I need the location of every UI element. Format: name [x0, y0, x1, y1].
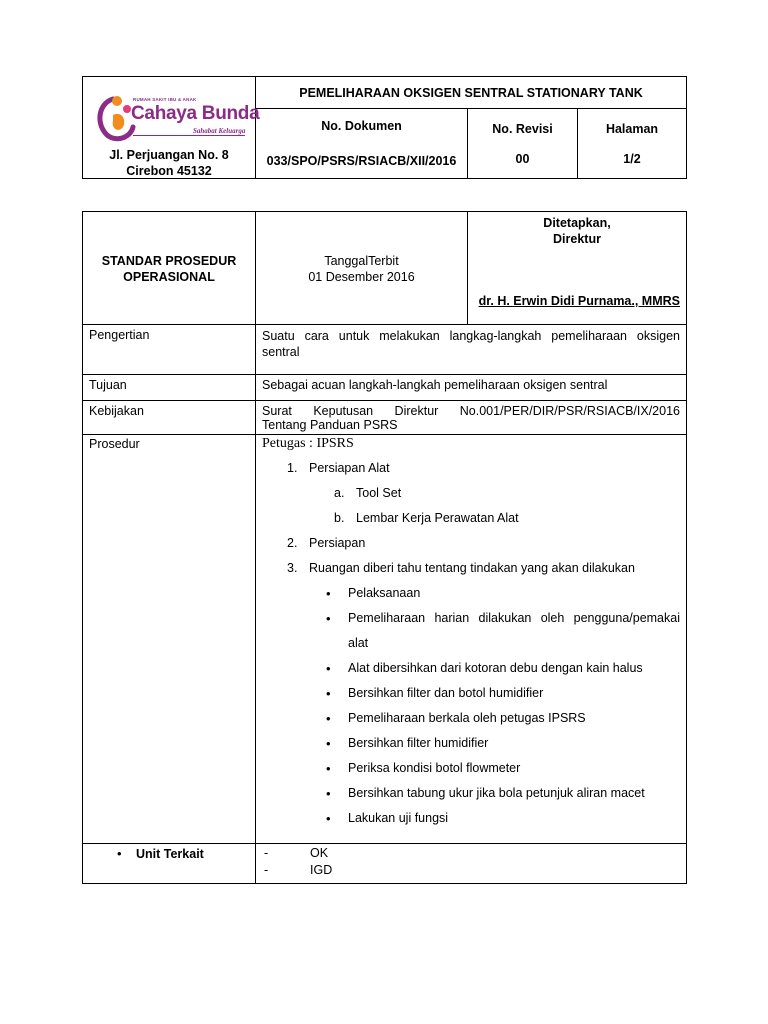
step-3 [262, 556, 680, 581]
bullet-text: Pemeliharaan berkala oleh petugas IPSRS [348, 711, 586, 725]
kebijakan-text [256, 401, 687, 435]
bullet-text-continuation: alat [348, 636, 369, 650]
kebijakan-label: Kebijakan [83, 401, 256, 435]
bullet-item [262, 706, 680, 731]
logo-small-text: RUMAH SAKIT IBU & ANAK [133, 97, 197, 102]
document-header-table [82, 76, 687, 179]
unit-dash: - [264, 863, 269, 877]
doc-number-value: 033/SPO/PSRS/RSIACB/XII/2016 [256, 144, 468, 179]
bullet-icon: • [326, 786, 331, 801]
approval-cell [468, 212, 687, 325]
bullet-item [262, 731, 680, 756]
bullet-item [262, 656, 680, 681]
step-text: Ruangan diberi tahu tentang tindakan yang akan dilakukan [309, 561, 635, 575]
address-line-2: Cirebon 45132 [126, 164, 212, 178]
kebijakan-line-2: Tentang Panduan PSRS [262, 418, 398, 432]
page-cell [578, 109, 687, 179]
step-number: 3. [287, 561, 298, 575]
step-1 [262, 456, 680, 481]
bullet-item [262, 781, 680, 806]
unit-name: OK [310, 846, 329, 860]
approved-line-1: Ditetapkan, [543, 216, 611, 230]
approved-line-2: Direktur [553, 232, 601, 246]
page-value: 1/2 [623, 151, 641, 166]
unit-terkait-label-cell [83, 844, 256, 884]
prosedur-label: Prosedur [83, 435, 256, 844]
bullet-continuation [262, 631, 680, 656]
substep-b [262, 506, 680, 531]
sop-type-cell [83, 212, 256, 325]
logo-tagline: Sahabat Keluarga [193, 127, 246, 135]
bullet-text: Bersihkan tabung ukur jika bola petunjuk aliran macet [348, 786, 645, 800]
substep-a [262, 481, 680, 506]
issue-date-value: 01 Desember 2016 [308, 269, 415, 284]
bullet-icon: • [326, 811, 331, 826]
sop-type-line-2: OPERASIONAL [123, 269, 215, 284]
bullet-item [262, 606, 680, 631]
tujuan-text: Sebagai acuan langkah-langkah pemeliharaan oksigen sentral [256, 375, 687, 401]
prosedur-content [256, 435, 687, 844]
sop-content-table [82, 211, 687, 884]
page-label: Halaman [605, 121, 659, 136]
bullet-text: Periksa kondisi botol flowmeter [348, 761, 521, 775]
pengertian-text [256, 325, 687, 375]
logo-underline [133, 135, 245, 136]
kebijakan-line-1: Surat Keputusan Direktur No.001/PER/DIR/PSR/RSIACB/IX/2016 [262, 404, 680, 418]
step-text: Persiapan [309, 536, 366, 550]
signatory-name: dr. H. Erwin Didi Purnama., MMRS [478, 294, 680, 308]
step-text: Persiapan Alat [309, 461, 390, 475]
pengertian-label: Pengertian [83, 325, 256, 375]
hospital-address [83, 147, 255, 179]
bullet-icon: • [117, 846, 122, 861]
logo-cell [83, 77, 260, 179]
bullet-text: Bersihkan filter humidifier [348, 736, 489, 750]
revision-cell [468, 109, 578, 179]
issue-date-cell [256, 212, 468, 325]
bullet-text: Alat dibersihkan dari kotoran debu dengan kain halus [348, 661, 643, 675]
bullet-icon: • [326, 611, 331, 626]
revision-label: No. Revisi [492, 121, 553, 136]
bullet-icon: • [326, 761, 331, 776]
unit-terkait-list [256, 844, 687, 884]
bullet-text: Pelaksanaan [348, 586, 421, 600]
bullet-text: Pemeliharaan harian dilakukan oleh pengguna/pemakai [348, 611, 680, 625]
substep-letter: a. [334, 486, 345, 500]
unit-item [262, 862, 680, 879]
substep-text: Lembar Kerja Perawatan Alat [356, 511, 519, 525]
unit-item [262, 845, 680, 862]
bullet-icon: • [326, 586, 331, 601]
sop-type-line-1: STANDAR PROSEDUR [101, 253, 237, 268]
petugas-text: Petugas : IPSRS [262, 436, 354, 451]
bullet-icon: • [326, 661, 331, 676]
substep-letter: b. [334, 511, 345, 525]
bullet-item [262, 581, 680, 606]
bullet-icon: • [326, 736, 331, 751]
tujuan-label: Tujuan [83, 375, 256, 401]
approved-by [474, 215, 680, 247]
bullet-item [262, 681, 680, 706]
procedure-list [262, 456, 680, 831]
unit-terkait-label: Unit Terkait [136, 847, 204, 861]
step-2 [262, 531, 680, 556]
step-number: 2. [287, 536, 298, 550]
pengertian-line-2: sentral [262, 345, 300, 359]
bullet-text: Lakukan uji fungsi [348, 811, 449, 825]
bullet-item [262, 806, 680, 831]
document-title: PEMELIHARAAN OKSIGEN SENTRAL STATIONARY TANK [256, 77, 687, 109]
unit-dash: - [264, 846, 269, 860]
bullet-icon: • [326, 686, 331, 701]
revision-value: 00 [515, 151, 530, 166]
unit-name: IGD [310, 863, 333, 877]
bullet-icon: • [326, 711, 331, 726]
substep-text: Tool Set [356, 486, 402, 500]
bullet-text: Bersihkan filter dan botol humidifier [348, 686, 544, 700]
issue-date-label: TanggalTerbit [324, 253, 399, 268]
logo-brand-name: Cahaya Bunda [131, 103, 260, 124]
hospital-logo [93, 91, 260, 147]
doc-number-label: No. Dokumen [256, 109, 468, 144]
address-line-1: Jl. Perjuangan No. 8 [109, 148, 229, 162]
pengertian-line-1: Suatu cara untuk melakukan langkag-langkah pemeliharaan oksigen [262, 329, 680, 343]
step-number: 1. [287, 461, 298, 475]
bullet-item [262, 756, 680, 781]
